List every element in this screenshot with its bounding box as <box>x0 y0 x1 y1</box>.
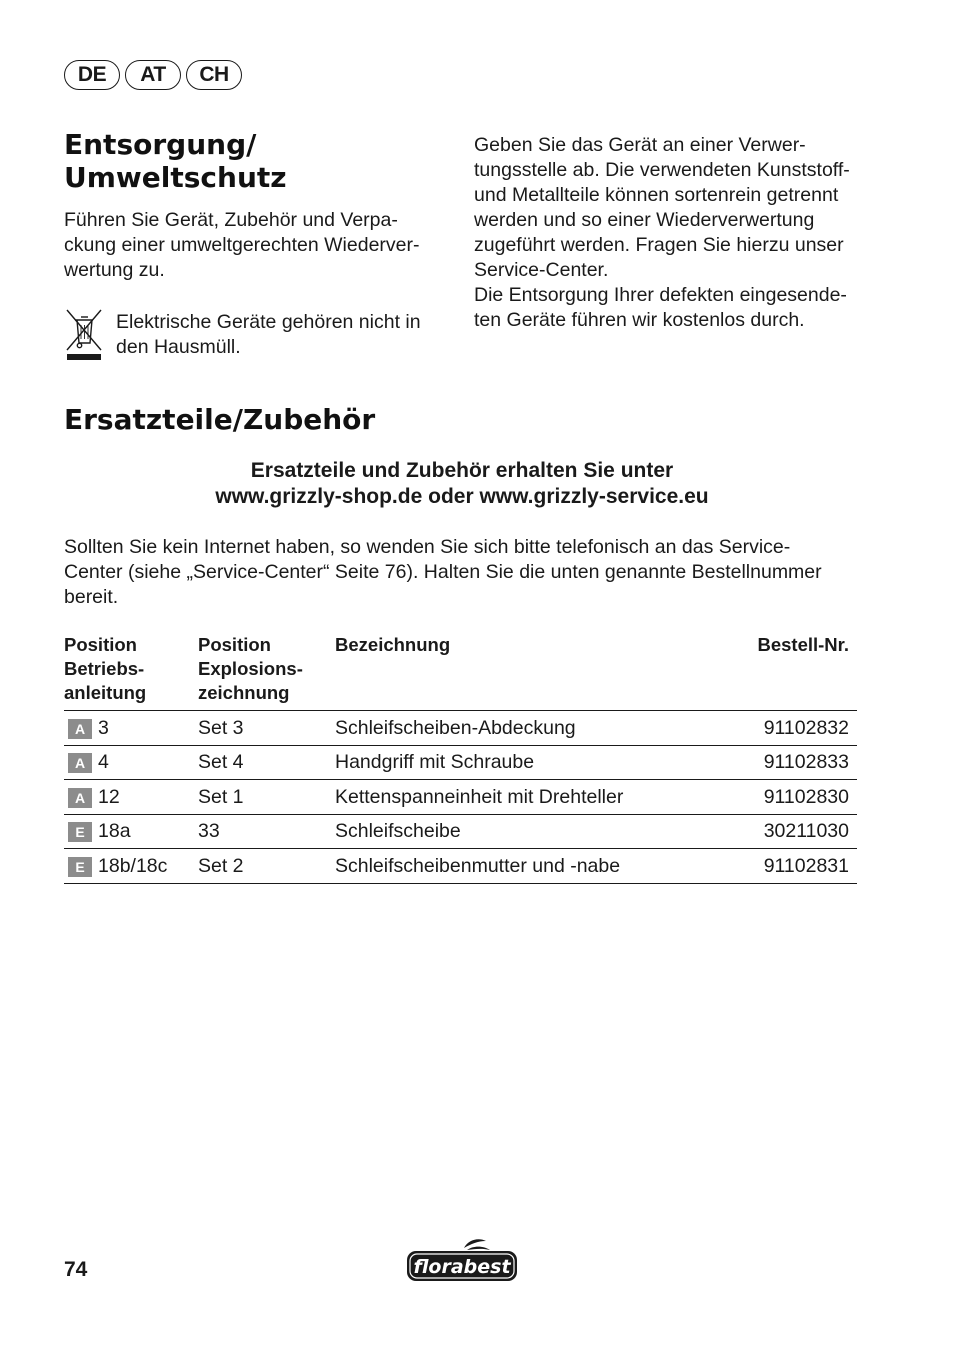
florabest-logo <box>404 1238 520 1284</box>
title-line: Umweltschutz <box>64 161 287 194</box>
text-line: zugeführt werden. Fragen Sie hierzu unser <box>474 234 844 256</box>
position-number: 18a <box>98 820 131 843</box>
disposal-paragraph <box>64 208 434 283</box>
crossed-out-wheelie-bin-icon <box>64 307 104 361</box>
page-number: 74 <box>64 1258 88 1281</box>
cell-description: Handgriff mit Schraube <box>335 745 725 780</box>
cell-drawing-position: Set 4 <box>198 745 335 780</box>
cell-position <box>64 780 198 815</box>
table-row <box>64 711 857 746</box>
figure-badge: A <box>68 753 92 773</box>
spare-parts-table <box>64 633 857 884</box>
cell-position <box>64 849 198 884</box>
header-description: Bezeichnung <box>335 633 725 711</box>
text-line: Die Entsorgung Ihrer defekten eingesende- <box>474 284 847 306</box>
table-row <box>64 780 857 815</box>
position-number: 3 <box>98 716 109 739</box>
cell-position <box>64 745 198 780</box>
shop-urls: www.grizzly-shop.de oder www.grizzly-service.eu <box>215 485 709 508</box>
header-order-number: Bestell-Nr. <box>725 633 857 711</box>
figure-badge: E <box>68 857 92 877</box>
section-title-disposal <box>64 128 444 194</box>
cell-order-number: 91102830 <box>725 780 857 815</box>
table-header-row <box>64 633 857 711</box>
cell-position <box>64 711 198 746</box>
section-title-spare-parts: Ersatzteile/Zubehör <box>64 403 376 436</box>
text-line: tungsstelle ab. Die verwendeten Kunststoff- <box>474 159 850 181</box>
cell-order-number: 91102832 <box>725 711 857 746</box>
title-line: Entsorgung/ <box>64 128 257 161</box>
cell-drawing-position: Set 1 <box>198 780 335 815</box>
disposal-paragraph-2 <box>474 133 864 333</box>
cell-drawing-position: 33 <box>198 814 335 849</box>
text-line: ckung einer umweltgerechten Wiederver- <box>64 234 420 256</box>
text-line: Elektrische Geräte gehören nicht in <box>116 311 421 333</box>
header-line: Position <box>64 634 137 655</box>
language-badges <box>64 60 242 90</box>
text-line: Center (siehe „Service-Center“ Seite 76). Halten Sie die unten genannte Bestellnummer <box>64 561 822 583</box>
cell-description: Kettenspanneinheit mit Drehteller <box>335 780 725 815</box>
header-line: zeichnung <box>198 682 290 703</box>
text-line: Sollten Sie kein Internet haben, so wenden Sie sich bitte telefonisch an das Service- <box>64 536 791 558</box>
cell-drawing-position: Set 3 <box>198 711 335 746</box>
header-position-manual <box>64 633 198 711</box>
cell-order-number: 30211030 <box>725 814 857 849</box>
shop-note <box>64 458 860 510</box>
cell-position <box>64 814 198 849</box>
figure-badge: E <box>68 822 92 842</box>
text-line: bereit. <box>64 586 119 608</box>
header-line: Betriebs- <box>64 658 145 679</box>
lang-badge-at: AT <box>125 60 181 90</box>
text-line: werden und so einer Wiederverwertung <box>474 209 815 231</box>
table-row <box>64 814 857 849</box>
text-line: wertung zu. <box>64 259 165 281</box>
brand-name: florabest <box>413 1256 511 1278</box>
phone-order-paragraph <box>64 535 854 610</box>
table-row <box>64 849 857 884</box>
figure-badge: A <box>68 788 92 808</box>
table-row <box>64 745 857 780</box>
text-line: ten Geräte führen wir kostenlos durch. <box>474 309 805 331</box>
cell-description: Schleifscheibe <box>335 814 725 849</box>
position-number: 4 <box>98 751 109 774</box>
position-number: 18b/18c <box>98 854 168 877</box>
cell-order-number: 91102833 <box>725 745 857 780</box>
shop-line: Ersatzteile und Zubehör erhalten Sie unter <box>250 459 674 482</box>
cell-order-number: 91102831 <box>725 849 857 884</box>
lang-badge-de: DE <box>64 60 120 90</box>
cell-drawing-position: Set 2 <box>198 849 335 884</box>
lang-badge-ch: CH <box>186 60 242 90</box>
figure-badge: A <box>68 719 92 739</box>
text-line: Führen Sie Gerät, Zubehör und Verpa- <box>64 209 398 231</box>
header-line: anleitung <box>64 682 147 703</box>
header-position-drawing <box>198 633 335 711</box>
text-line: den Hausmüll. <box>116 336 241 358</box>
position-number: 12 <box>98 785 120 808</box>
text-line: Service-Center. <box>474 259 609 281</box>
weee-note <box>116 310 436 360</box>
header-line: Explosions- <box>198 658 303 679</box>
cell-description: Schleifscheiben-Abdeckung <box>335 711 725 746</box>
text-line: und Metallteile können sortenrein getrennt <box>474 184 839 206</box>
header-line: Position <box>198 634 271 655</box>
cell-description: Schleifscheibenmutter und -nabe <box>335 849 725 884</box>
text-line: Geben Sie das Gerät an einer Verwer- <box>474 134 806 156</box>
